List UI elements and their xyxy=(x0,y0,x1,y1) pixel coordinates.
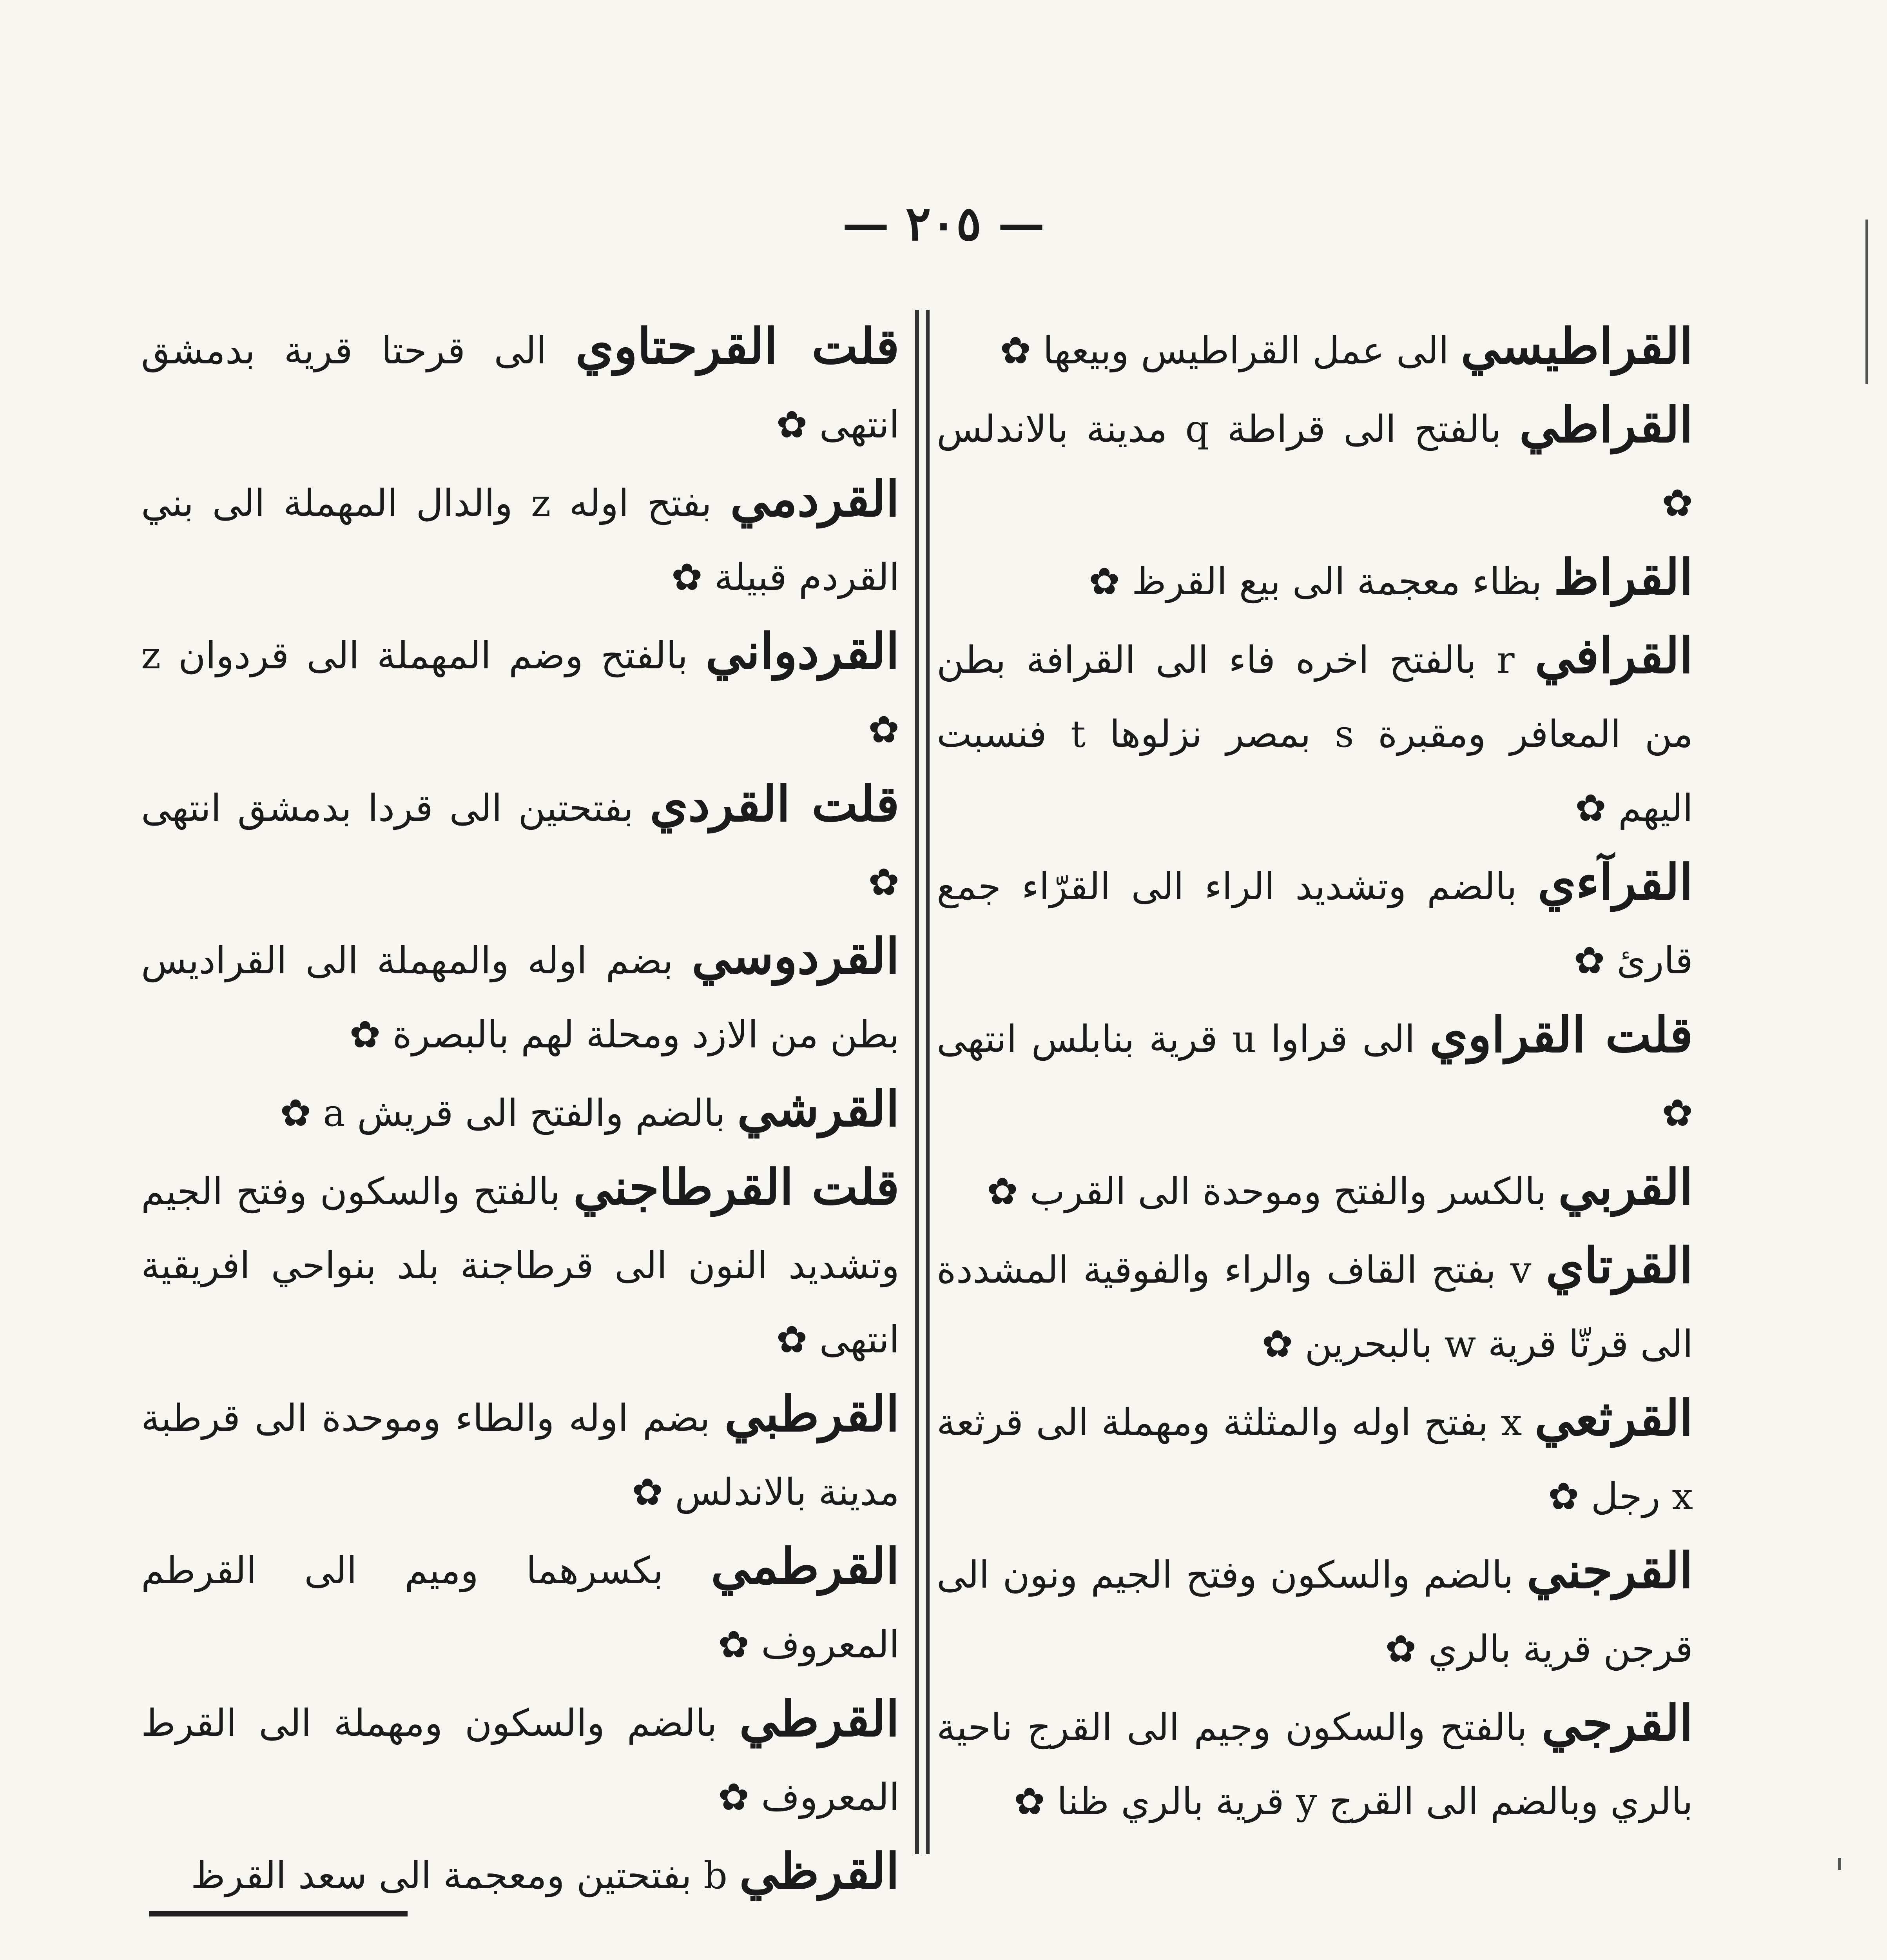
entry-text: بضم اوله والطاء وموحدة الى قرطبة مدينة بالاندلس ✿ xyxy=(141,1397,899,1514)
entry-headword: القرشي xyxy=(737,1080,899,1138)
entry-headword: القرتاي xyxy=(1546,1237,1693,1294)
entry-headword: القرآءي xyxy=(1537,854,1693,911)
entry-text: بالضم وتشديد الراء الى القرّاء جمع قارئ ✿ xyxy=(937,865,1693,982)
entry-headword: القرثعي xyxy=(1534,1390,1693,1447)
entry-headword: القرافي xyxy=(1535,627,1693,684)
entry-text: بالضم والسكون ومهملة الى القرط المعروف ✿ xyxy=(141,1702,899,1819)
entry xyxy=(141,310,899,462)
entry-headword: القردمي xyxy=(730,470,899,528)
entry-headword: القردواني xyxy=(705,623,899,680)
entry xyxy=(141,767,899,920)
entry xyxy=(937,1229,1693,1381)
entry-headword: القرجني xyxy=(1526,1542,1693,1599)
entry xyxy=(141,1151,899,1377)
entry-text: بالفتح والسكون وفتح الجيم وتشديد النون الى قرطاجنة بلد بنواحي افريقية انتهى ✿ xyxy=(141,1170,899,1361)
entry-headword: قلت القرطاجني xyxy=(573,1159,899,1216)
entry xyxy=(937,1534,1693,1686)
entry-text: الى عمل القراطيس وبيعها ✿ xyxy=(1000,329,1461,372)
entry-text: بالفتح الى قراطة q مدينة بالاندلس ✿ xyxy=(937,408,1693,525)
entry xyxy=(141,1377,899,1530)
right-column xyxy=(937,310,1693,1854)
entry-text: b بفتحتين ومعجمة الى سعد القرظ xyxy=(190,1854,740,1897)
entry-headword: القرطي xyxy=(739,1690,899,1748)
entry xyxy=(141,1835,899,1913)
entry xyxy=(937,388,1693,541)
page-number: — ٢٠٥ — xyxy=(842,196,1045,251)
entry xyxy=(141,462,899,615)
entry-headword: قلت القردي xyxy=(649,775,899,833)
entry-text: x بفتح اوله والمثلثة ومهملة الى قرثعة x رجل ✿ xyxy=(937,1401,1693,1518)
entry-text: v بفتح القاف والراء والفوقية المشددة الى قرتّا قرية w بالبحرين ✿ xyxy=(937,1249,1693,1366)
entry-text: بضم اوله والمهملة الى القراديس بطن من الازد ومحلة لهم بالبصرة ✿ xyxy=(141,939,899,1056)
entry-headword: القردوسي xyxy=(692,928,899,985)
entry xyxy=(937,1151,1693,1229)
scan-edge-mark xyxy=(1865,220,1868,384)
entry-headword: القراطي xyxy=(1519,396,1693,454)
scan-edge-mark xyxy=(1838,1858,1841,1870)
entry-text: بظاء معجمة الى بيع القرظ ✿ xyxy=(1089,560,1554,603)
entry-text: بكسرهما وميم الى القرطم المعروف ✿ xyxy=(141,1549,899,1666)
entry-text: الى قراوا u قرية بنابلس انتهى ✿ xyxy=(937,1018,1693,1135)
entry xyxy=(141,1530,899,1682)
entry-text: الى قرحتا قرية بدمشق انتهى ✿ xyxy=(141,329,899,446)
entry-text: بالضم والسكون وفتح الجيم ونون الى قرجن قرية بالري ✿ xyxy=(937,1553,1693,1671)
entry-headword: القرظي xyxy=(739,1843,899,1900)
entry-headword: القربي xyxy=(1558,1159,1693,1216)
entry-text: بالفتح وضم المهملة الى قردوان z ✿ xyxy=(141,634,899,751)
entry xyxy=(141,1682,899,1835)
entry-text: بالفتح والسكون وجيم الى القرج ناحية بالري وبالضم الى القرج y قرية بالري ظنا ✿ xyxy=(937,1706,1693,1823)
entry xyxy=(937,310,1693,388)
entry xyxy=(937,619,1693,846)
entry-text: بالضم والفتح الى قريش a ✿ xyxy=(280,1092,738,1135)
entry xyxy=(141,1072,899,1151)
footnote-rule xyxy=(149,1911,408,1916)
entry xyxy=(937,1381,1693,1534)
entry xyxy=(937,1686,1693,1839)
entry xyxy=(141,920,899,1072)
column-divider xyxy=(915,310,919,1854)
left-column xyxy=(141,310,899,1900)
entry-headword: القراطيسي xyxy=(1461,318,1693,375)
entry-headword: قلت القرحتاوي xyxy=(575,318,899,375)
entry-headword: قلت القراوي xyxy=(1429,1006,1693,1063)
entry xyxy=(141,615,899,767)
entry xyxy=(937,541,1693,619)
entry xyxy=(937,846,1693,998)
entry-text: بفتحتين الى قردا بدمشق انتهى ✿ xyxy=(141,787,899,904)
entry-headword: القرجي xyxy=(1541,1695,1693,1752)
entry-text: بفتح اوله z والدال المهملة الى بني القردم قبيلة ✿ xyxy=(141,482,899,599)
entry-headword: القرطبي xyxy=(724,1385,899,1443)
entry xyxy=(937,998,1693,1151)
entry-text: r بالفتح اخره فاء الى القرافة بطن من المعافر ومقبرة s بمصر نزلوها t فنسبت اليهم ✿ xyxy=(937,639,1693,830)
column-divider-inner xyxy=(926,310,930,1854)
entry-headword: القرطمي xyxy=(711,1538,899,1595)
entry-text: بالكسر والفتح وموحدة الى القرب ✿ xyxy=(987,1170,1558,1213)
entry-headword: القراظ xyxy=(1553,549,1693,606)
